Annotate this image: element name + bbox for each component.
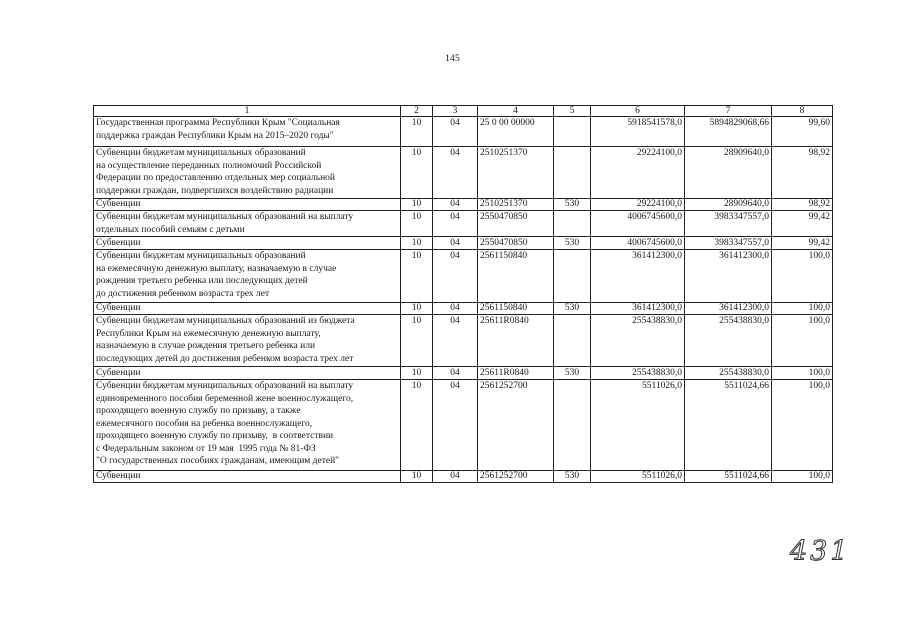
planned-amount-cell: 5511026,0 xyxy=(591,471,685,483)
executed-amount-cell: 361412300,0 xyxy=(685,303,772,315)
expense-type-cell xyxy=(554,211,591,237)
executed-amount-cell: 28909640,0 xyxy=(685,147,772,199)
table-row xyxy=(94,117,833,147)
execution-percent-cell: 99,42 xyxy=(772,211,833,237)
header-cell-8: 8 xyxy=(772,106,833,117)
expense-type-cell xyxy=(554,117,591,147)
item-name-line: Субвенции бюджетам муниципальных образований xyxy=(96,148,306,158)
item-name-line: Субвенции xyxy=(96,199,141,209)
target-code-cell: 2510251370 xyxy=(478,147,554,199)
expense-type-cell xyxy=(554,315,591,367)
expense-type-cell: 530 xyxy=(554,471,591,483)
execution-percent-cell: 100,0 xyxy=(772,315,833,367)
target-code-cell: 2550470850 xyxy=(478,237,554,250)
executed-amount-cell: 361412300,0 xyxy=(685,250,772,303)
item-name-line: Субвенции бюджетам муниципальных образований на выплату xyxy=(96,212,354,222)
item-name-line: Субвенции бюджетам муниципальных образований из бюджета xyxy=(96,316,355,326)
item-name-cell xyxy=(94,367,401,380)
planned-amount-cell: 29224100,0 xyxy=(591,199,685,211)
expense-type-cell: 530 xyxy=(554,367,591,380)
expense-type-cell xyxy=(554,250,591,303)
executed-amount-cell: 5511024,66 xyxy=(685,380,772,471)
header-cell-1: 1 xyxy=(94,106,401,117)
executed-amount-cell: 3983347557,0 xyxy=(685,211,772,237)
table-row xyxy=(94,380,833,471)
item-name-cell xyxy=(94,199,401,211)
subsection-cell: 04 xyxy=(433,380,478,471)
budget-table xyxy=(93,105,833,483)
header-cell-2: 2 xyxy=(401,106,433,117)
item-name-line: Субвенции xyxy=(96,471,141,481)
subsection-cell: 04 xyxy=(433,471,478,483)
item-name-cell xyxy=(94,380,401,471)
planned-amount-cell: 5511026,0 xyxy=(591,380,685,471)
table-row xyxy=(94,147,833,199)
item-name-line: единовременного пособия беременной жене военнослужащего, xyxy=(96,393,354,404)
expense-type-cell: 530 xyxy=(554,303,591,315)
section-cell: 10 xyxy=(401,303,433,315)
target-code-cell: 2510251370 xyxy=(478,199,554,211)
subsection-cell: 04 xyxy=(433,211,478,237)
section-cell: 10 xyxy=(401,315,433,367)
item-name-cell xyxy=(94,303,401,315)
expense-type-cell: 530 xyxy=(554,237,591,250)
executed-amount-cell: 255438830,0 xyxy=(685,367,772,380)
item-name-line: с Федеральным законом от 19 мая 1995 года № 81-ФЗ xyxy=(96,443,316,454)
header-cell-7: 7 xyxy=(685,106,772,117)
section-cell: 10 xyxy=(401,117,433,147)
execution-percent-cell: 100,0 xyxy=(772,367,833,380)
page-number: 145 xyxy=(445,54,460,64)
section-cell: 10 xyxy=(401,250,433,303)
target-code-cell: 2550470850 xyxy=(478,211,554,237)
executed-amount-cell: 5511024,66 xyxy=(685,471,772,483)
execution-percent-cell: 100,0 xyxy=(772,380,833,471)
item-name-line: на осуществление переданных полномочий Российской xyxy=(96,160,322,171)
header-cell-5: 5 xyxy=(554,106,591,117)
header-cell-4: 4 xyxy=(478,106,554,117)
table-row xyxy=(94,211,833,237)
planned-amount-cell: 255438830,0 xyxy=(591,315,685,367)
planned-amount-cell: 4006745600,0 xyxy=(591,237,685,250)
expense-type-cell xyxy=(554,147,591,199)
header-cell-6: 6 xyxy=(591,106,685,117)
section-cell: 10 xyxy=(401,367,433,380)
item-name-line: проходящего военную службу по призыву, в соответствии xyxy=(96,431,334,441)
executed-amount-cell: 5894829068,66 xyxy=(685,117,772,147)
execution-percent-cell: 100,0 xyxy=(772,250,833,303)
item-name-line: поддержки граждан, подвергшихся воздействию радиации xyxy=(96,185,334,196)
item-name-cell xyxy=(94,471,401,483)
item-name-line: "О государственных пособиях гражданам, имеющим детей" xyxy=(96,456,340,466)
execution-percent-cell: 100,0 xyxy=(772,471,833,483)
target-code-cell: 25 0 00 00000 xyxy=(478,117,554,147)
table-row xyxy=(94,199,833,211)
target-code-cell: 2561150840 xyxy=(478,303,554,315)
table-body xyxy=(94,106,833,483)
table-row xyxy=(94,250,833,303)
table-row xyxy=(94,237,833,250)
execution-percent-cell: 100,0 xyxy=(772,303,833,315)
planned-amount-cell: 29224100,0 xyxy=(591,147,685,199)
table-header-row xyxy=(94,106,833,117)
item-name-cell xyxy=(94,250,401,303)
target-code-cell: 2561252700 xyxy=(478,471,554,483)
executed-amount-cell: 3983347557,0 xyxy=(685,237,772,250)
item-name-cell xyxy=(94,117,401,147)
expense-type-cell: 530 xyxy=(554,199,591,211)
section-cell: 10 xyxy=(401,147,433,199)
table-row xyxy=(94,471,833,483)
planned-amount-cell: 255438830,0 xyxy=(591,367,685,380)
handwritten-page-mark: 431 xyxy=(790,536,851,567)
item-name-line: отдельных пособий семьям с детьми xyxy=(96,224,245,235)
item-name-cell xyxy=(94,237,401,250)
planned-amount-cell: 5918541578,0 xyxy=(591,117,685,147)
target-code-cell: 25611R0840 xyxy=(478,367,554,380)
section-cell: 10 xyxy=(401,211,433,237)
item-name-line: Государственная программа Республики Крым "Социальная xyxy=(96,118,340,128)
execution-percent-cell: 98,92 xyxy=(772,199,833,211)
executed-amount-cell: 28909640,0 xyxy=(685,199,772,211)
section-cell: 10 xyxy=(401,471,433,483)
table-row xyxy=(94,303,833,315)
section-cell: 10 xyxy=(401,199,433,211)
subsection-cell: 04 xyxy=(433,315,478,367)
subsection-cell: 04 xyxy=(433,237,478,250)
target-code-cell: 2561150840 xyxy=(478,250,554,303)
item-name-line: Федерации по предоставлению отдельных мер социальной xyxy=(96,173,335,183)
section-cell: 10 xyxy=(401,380,433,471)
table-row xyxy=(94,315,833,367)
planned-amount-cell: 361412300,0 xyxy=(591,250,685,303)
execution-percent-cell: 99,42 xyxy=(772,237,833,250)
subsection-cell: 04 xyxy=(433,303,478,315)
subsection-cell: 04 xyxy=(433,199,478,211)
subsection-cell: 04 xyxy=(433,147,478,199)
item-name-line: проходящего военную службу по призыву, а также xyxy=(96,406,301,416)
planned-amount-cell: 4006745600,0 xyxy=(591,211,685,237)
item-name-cell xyxy=(94,147,401,199)
item-name-cell xyxy=(94,315,401,367)
item-name-line: Субвенции xyxy=(96,237,141,248)
planned-amount-cell: 361412300,0 xyxy=(591,303,685,315)
subsection-cell: 04 xyxy=(433,117,478,147)
expense-type-cell xyxy=(554,380,591,471)
item-name-line: поддержка граждан Республики Крым на 2015–2020 годы" xyxy=(96,130,334,141)
target-code-cell: 25611R0840 xyxy=(478,315,554,367)
section-cell: 10 xyxy=(401,237,433,250)
header-cell-3: 3 xyxy=(433,106,478,117)
item-name-line: Республики Крым на ежемесячную денежную выплату, xyxy=(96,328,321,339)
subsection-cell: 04 xyxy=(433,367,478,380)
item-name-line: Субвенции бюджетам муниципальных образований xyxy=(96,251,306,261)
item-name-line: на ежемесячную денежную выплату, назначаемую в случае xyxy=(96,263,337,274)
target-code-cell: 2561252700 xyxy=(478,380,554,471)
item-name-cell xyxy=(94,211,401,237)
item-name-line: ежемесячного пособия на ребенка военнослужащего, xyxy=(96,418,313,429)
item-name-line: Субвенции xyxy=(96,367,141,378)
execution-percent-cell: 98,92 xyxy=(772,147,833,199)
subsection-cell: 04 xyxy=(433,250,478,303)
table-row xyxy=(94,367,833,380)
item-name-line: до достижения ребенком возраста трех лет xyxy=(96,288,270,299)
item-name-line: назначаемую в случае рождения третьего ребенка или xyxy=(96,341,316,351)
item-name-line: последующих детей до достижения ребенком возраста трех лет xyxy=(96,353,354,364)
item-name-line: рождения третьего ребенка или последующих детей xyxy=(96,276,308,286)
item-name-line: Субвенции бюджетам муниципальных образований на выплату xyxy=(96,381,354,391)
item-name-line: Субвенции xyxy=(96,303,141,313)
execution-percent-cell: 99,60 xyxy=(772,117,833,147)
executed-amount-cell: 255438830,0 xyxy=(685,315,772,367)
